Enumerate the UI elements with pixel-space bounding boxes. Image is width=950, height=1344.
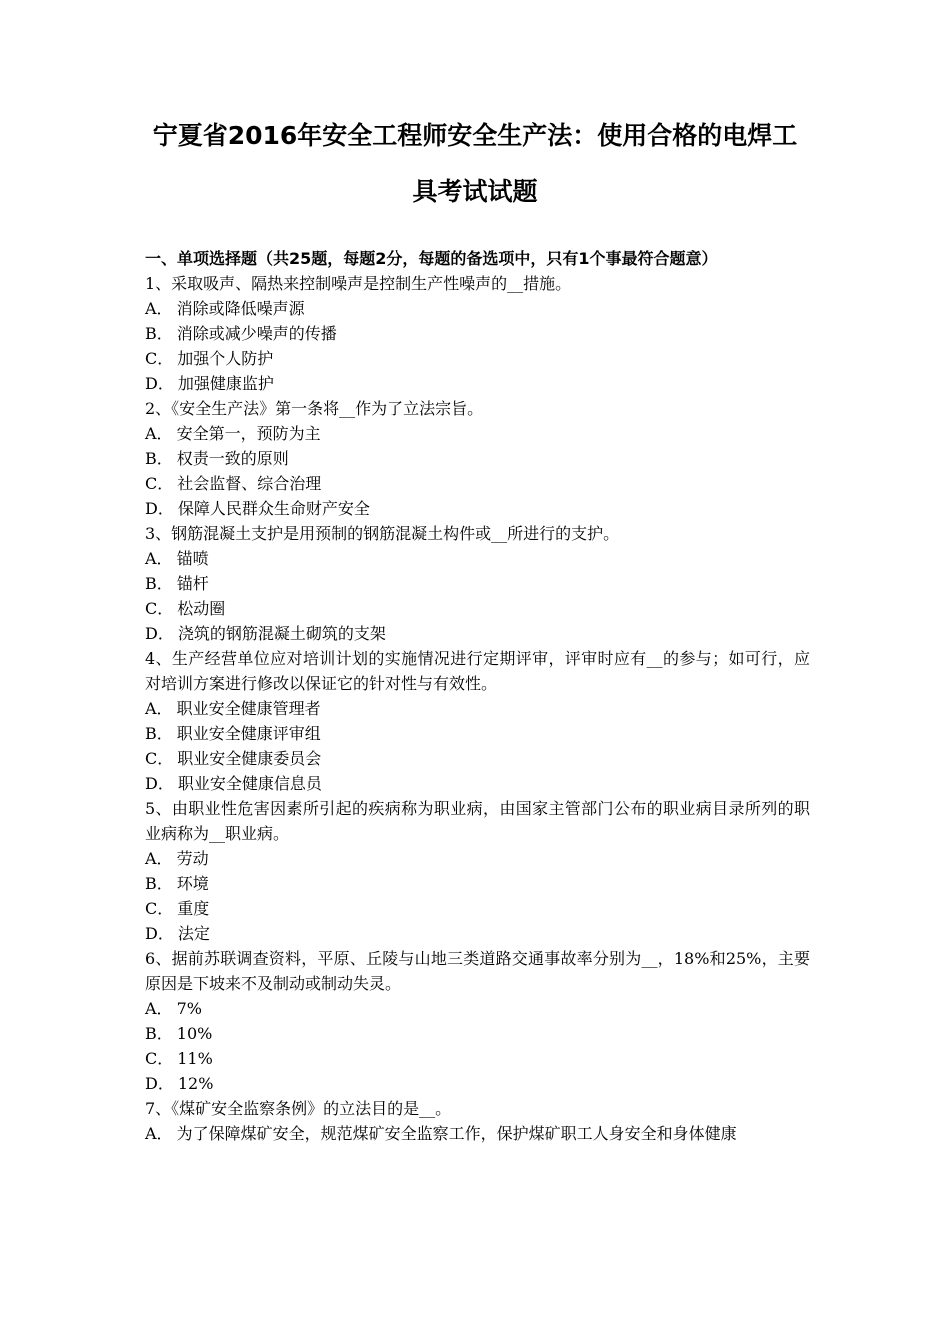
option-letter: C．	[145, 474, 174, 493]
answer-option	[145, 546, 810, 571]
option-letter: C．	[145, 1049, 174, 1068]
option-letter: D．	[145, 924, 174, 943]
option-letter: B．	[145, 449, 173, 468]
question-list	[145, 271, 810, 1146]
option-text: 职业安全健康信息员	[177, 774, 322, 793]
option-letter: D．	[145, 499, 174, 518]
option-text: 11%	[177, 1049, 213, 1068]
question-2	[145, 396, 810, 521]
option-text: 浇筑的钢筋混凝土砌筑的支架	[177, 624, 386, 643]
option-letter: A．	[145, 1124, 173, 1143]
answer-option	[145, 471, 810, 496]
question-stem: 2、《安全生产法》第一条将__作为了立法宗旨。	[145, 399, 484, 418]
option-letter: D．	[145, 774, 174, 793]
option-text: 权责一致的原则	[176, 449, 289, 468]
answer-option	[145, 846, 810, 871]
answer-option	[145, 921, 810, 946]
option-text: 法定	[177, 924, 210, 943]
answer-option	[145, 871, 810, 896]
option-text: 安全第一，预防为主	[176, 424, 321, 443]
answer-option	[145, 321, 810, 346]
option-letter: C．	[145, 899, 174, 918]
question-stem: 4、生产经营单位应对培训计划的实施情况进行定期评审，评审时应有__的参与；如可行，应对培训方案进行修改以保证它的针对性与有效性。	[145, 649, 810, 693]
question-stem: 1、采取吸声、隔热来控制噪声是控制生产性噪声的__措施。	[145, 274, 572, 293]
option-letter: B．	[145, 724, 173, 743]
option-letter: B．	[145, 1024, 173, 1043]
option-letter: D．	[145, 374, 174, 393]
option-text: 职业安全健康评审组	[176, 724, 321, 743]
document-title	[120, 108, 830, 220]
option-letter: C．	[145, 599, 174, 618]
question-6	[145, 946, 810, 1096]
question-stem: 6、据前苏联调查资料，平原、丘陵与山地三类道路交通事故率分别为__，18%和25%，主要原因是下坡来不及制动或制动失灵。	[145, 949, 810, 993]
option-text: 重度	[177, 899, 210, 918]
option-text: 环境	[176, 874, 209, 893]
answer-option	[145, 621, 810, 646]
answer-option	[145, 746, 810, 771]
document-body	[145, 246, 810, 1146]
option-text: 消除或减少噪声的传播	[176, 324, 337, 343]
question-5	[145, 796, 810, 946]
option-text: 加强个人防护	[177, 349, 274, 368]
option-letter: A．	[145, 849, 173, 868]
question-stem: 3、钢筋混凝土支护是用预制的钢筋混凝土构件或__所进行的支护。	[145, 524, 620, 543]
option-letter: A．	[145, 549, 173, 568]
option-text: 保障人民群众生命财产安全	[177, 499, 370, 518]
answer-option	[145, 371, 810, 396]
answer-option	[145, 596, 810, 621]
answer-option	[145, 296, 810, 321]
title-line-1: 宁夏省2016年安全工程师安全生产法：使用合格的电焊工	[152, 121, 798, 150]
option-text: 劳动	[176, 849, 209, 868]
section-heading: 一、单项选择题（共25题，每题2分，每题的备选项中，只有1个事最符合题意）	[145, 249, 718, 268]
answer-option	[145, 1046, 810, 1071]
answer-option	[145, 721, 810, 746]
option-text: 松动圈	[177, 599, 226, 618]
question-stem: 7、《煤矿安全监察条例》的立法目的是__。	[145, 1099, 452, 1118]
option-letter: C．	[145, 749, 174, 768]
option-letter: D．	[145, 624, 174, 643]
option-text: 消除或降低噪声源	[176, 299, 305, 318]
question-stem: 5、由职业性危害因素所引起的疾病称为职业病，由国家主管部门公布的职业病目录所列的职业病称为__职业病。	[145, 799, 810, 843]
option-letter: B．	[145, 874, 173, 893]
question-3	[145, 521, 810, 646]
answer-option	[145, 1121, 810, 1146]
answer-option	[145, 446, 810, 471]
option-text: 7%	[176, 999, 202, 1018]
option-letter: A．	[145, 299, 173, 318]
answer-option	[145, 1071, 810, 1096]
option-letter: B．	[145, 574, 173, 593]
option-text: 社会监督、综合治理	[177, 474, 322, 493]
option-text: 为了保障煤矿安全，规范煤矿安全监察工作，保护煤矿职工人身安全和身体健康	[176, 1124, 737, 1143]
option-text: 12%	[177, 1074, 214, 1093]
option-letter: A．	[145, 424, 173, 443]
answer-option	[145, 696, 810, 721]
option-text: 锚杆	[176, 574, 209, 593]
answer-option	[145, 1021, 810, 1046]
answer-option	[145, 571, 810, 596]
option-text: 锚喷	[176, 549, 209, 568]
answer-option	[145, 771, 810, 796]
option-letter: D．	[145, 1074, 174, 1093]
question-4	[145, 646, 810, 796]
answer-option	[145, 346, 810, 371]
option-text: 10%	[176, 1024, 213, 1043]
option-letter: A．	[145, 999, 173, 1018]
title-line-2: 具考试试题	[412, 177, 538, 206]
option-text: 加强健康监护	[177, 374, 274, 393]
option-text: 职业安全健康委员会	[177, 749, 322, 768]
option-text: 职业安全健康管理者	[176, 699, 321, 718]
option-letter: B．	[145, 324, 173, 343]
option-letter: C．	[145, 349, 174, 368]
question-7	[145, 1096, 810, 1146]
answer-option	[145, 421, 810, 446]
answer-option	[145, 996, 810, 1021]
option-letter: A．	[145, 699, 173, 718]
answer-option	[145, 496, 810, 521]
answer-option	[145, 896, 810, 921]
question-1	[145, 271, 810, 396]
